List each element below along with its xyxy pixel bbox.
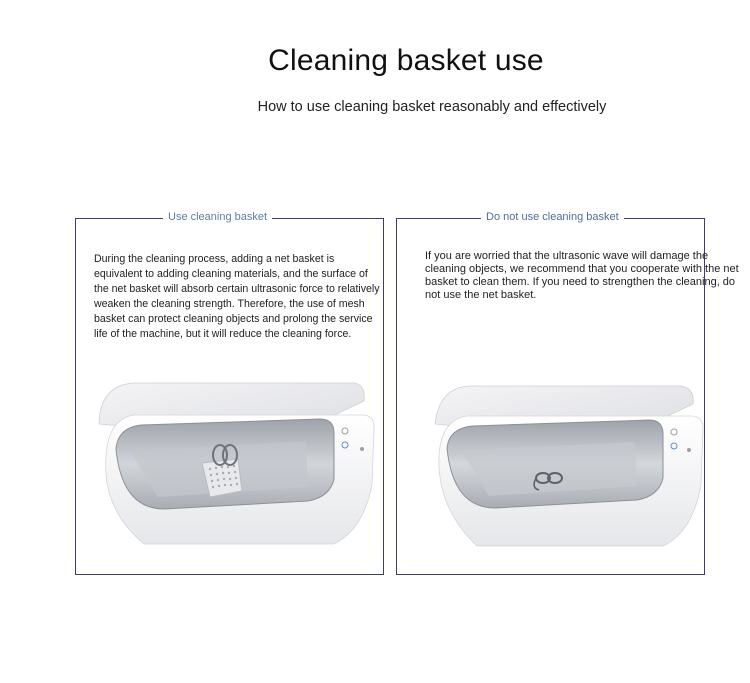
page-title: Cleaning basket use [268, 44, 544, 77]
ultrasonic-cleaner-without-basket-image [431, 384, 717, 554]
panel-label: Use cleaning basket [163, 211, 272, 223]
panel-label: Do not use cleaning basket [481, 211, 624, 223]
page-subtitle: How to use cleaning basket reasonably and effectively [257, 99, 607, 115]
panel-no-basket [396, 211, 739, 575]
panel-description: If you are worried that the ultrasonic wave will damage the cleaning objects, we recommend that you cooperate with the net basket to clean them. If you need to strengthen the cleaning, do not use the net basket. [425, 250, 739, 301]
panel-description: During the cleaning process, adding a net basket is equivalent to adding cleaning materials, and the surface of the net basket will absorb certain ultrasonic force to relatively weaken the cleaning strength. Therefore, the use of mesh basket can protect cleaning objects and prolong the service life of the machine, but it will reduce the cleaning force. [94, 253, 380, 340]
panel-use-basket [75, 211, 384, 575]
ultrasonic-cleaner-with-basket-image [94, 379, 384, 554]
